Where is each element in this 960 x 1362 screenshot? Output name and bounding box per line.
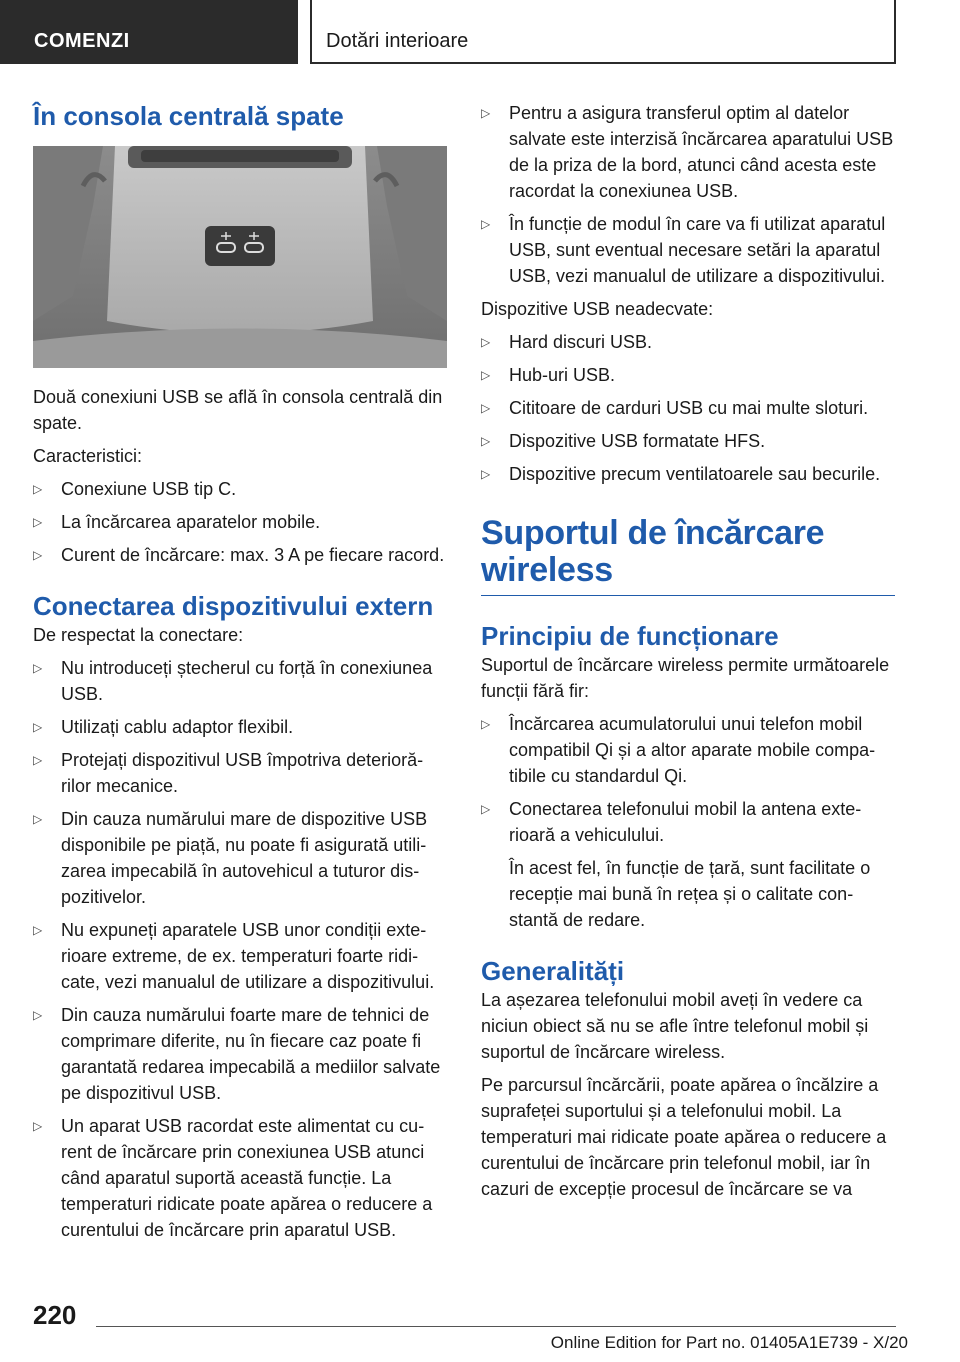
para-unsuitable-intro: Dispozitive USB neadecvate:	[481, 299, 714, 319]
list-item: ▷ În funcție de modul în care va fi utilizat aparatul USB, sunt eventual necesare setări la aparatul USB, vezi manualul de utilizare a dispozitivului.	[481, 211, 895, 289]
list-item: ▷ Dispozitive USB formatate HFS.	[481, 428, 895, 454]
para-connect-intro: De respectat la conectare:	[33, 625, 244, 645]
header-chapter-box	[310, 0, 896, 64]
page-number: 220	[33, 1300, 77, 1330]
para-usb-location: Două conexiuni USB se află în consola centrală din spate.	[33, 387, 443, 433]
footer-edition: Online Edition for Part no. 01405A1E739 - X/20	[550, 1333, 908, 1352]
header-chapter-title: Dotări interioare	[326, 30, 469, 52]
list-item: ▷ Un aparat USB racordat este alimentat cu curent de încărcare prin conexiunea USB atunci când aparatul suportă această funcție. La temperaturi ridicate poate apărea o reducere a curentului de încărcare prin aparatul USB.	[33, 1113, 447, 1243]
list-item: ▷ Conexiune USB tip C.	[33, 476, 447, 502]
para-principle-intro: Suportul de încărcare wireless permite următoarele funcții fără fir:	[481, 655, 890, 701]
list-item: ▷ Pentru a asigura transferul optim al datelor salvate este interzisă încărcarea aparatului USB de la priza de la bord, atunci când acesta este racordat la conexiunea USB.	[481, 100, 895, 204]
para-characteristics-label: Caracteristici:	[33, 446, 143, 466]
list-item: ▷ Încărcarea acumulatorului unui telefon mobil compatibil Qi și a altor aparate mobile compatibile cu standardul Qi.	[481, 711, 895, 789]
heading-connect-device: Conectarea dispozitivului extern	[33, 591, 434, 621]
header-section-title: COMENZI	[34, 30, 130, 52]
heading-rear-console: În consola centrală spate	[33, 101, 344, 131]
list-item: ▷ Curent de încărcare: max. 3 A pe fiecare racord.	[33, 542, 447, 568]
connect-list-continued	[481, 100, 895, 289]
usb-ports-photo	[33, 146, 447, 368]
heading-wireless-charging: Suportul de încărcare wireless	[481, 515, 895, 596]
list-item: ▷ Utilizați cablu adaptor flexibil.	[33, 714, 447, 740]
list-item: ▷ Dispozitive precum ventilatoarele sau becurile.	[481, 461, 895, 487]
list-item: ▷ Nu expuneți aparatele USB unor condiții exterioare extreme, de ex. temperaturi foarte ridicate, vezi manualul de utilizare a dispozitivului.	[33, 917, 447, 995]
heading-general: Generalități	[481, 956, 625, 986]
list-item-note: În acest fel, în funcție de țară, sunt facilitate o recepție mai bună în rețea și o calitate constantă de redare.	[509, 858, 871, 930]
list-item: ▷ Protejați dispozitivul USB împotriva deteriorărilor mecanice.	[33, 747, 447, 799]
list-item: ▷ La încărcarea aparatelor mobile.	[33, 509, 447, 535]
header-section-tab	[0, 0, 298, 64]
heading-principle: Principiu de funcționare	[481, 621, 779, 651]
list-item: ▷ Hard discuri USB.	[481, 329, 895, 355]
para-general-1: La așezarea telefonului mobil aveți în vedere ca niciun obiect să nu se afle între telefonul mobil și suportul de încărcare wireless.	[481, 990, 869, 1062]
unsuitable-list	[481, 329, 895, 487]
principle-list	[481, 711, 895, 933]
para-general-2: Pe parcursul încărcării, poate apărea o încălzire a suprafeței suportului și a telefonului mobil. La temperaturi mai ridicate poate apărea o reducere a curentului de încărcare prin telefonul mobil, iar în cazuri de excepție procesul de încărcare se va	[481, 1075, 887, 1199]
list-item: ▷ Nu introduceți ștecherul cu forță în conexiunea USB.	[33, 655, 447, 707]
connect-list	[33, 655, 447, 1243]
right-column	[481, 100, 895, 1209]
list-item: ▷ Din cauza numărului mare de dispozitive USB disponibile pe piață, nu poate fi asigurată utilizarea impecabilă în autovehicul a tuturor dispozitivelor.	[33, 806, 447, 910]
footer-divider	[96, 1326, 896, 1327]
list-item: ▷ Din cauza numărului foarte mare de tehnici de comprimare diferite, nu în fiecare caz poate fi garantată redarea impecabilă a mediilor salvate pe dispozitivul USB.	[33, 1002, 447, 1106]
features-list	[33, 476, 447, 568]
list-item: ▷ Hub-uri USB.	[481, 362, 895, 388]
list-item	[481, 796, 895, 933]
left-column	[33, 100, 447, 1250]
list-item-text: Conectarea telefonului mobil la antena exterioară a vehiculului.	[509, 799, 862, 845]
list-item: ▷ Cititoare de carduri USB cu mai multe sloturi.	[481, 395, 895, 421]
